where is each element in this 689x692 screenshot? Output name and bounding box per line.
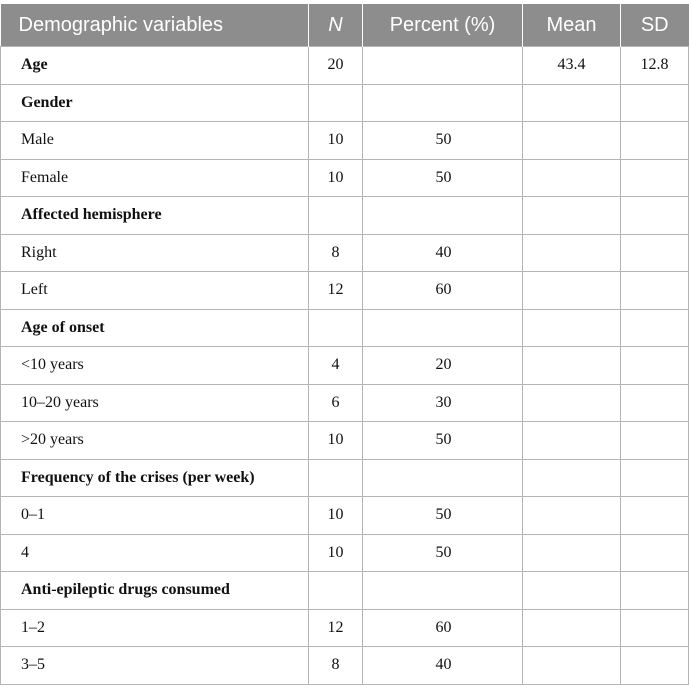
row-percent	[363, 572, 523, 610]
row-mean: 43.4	[523, 47, 621, 85]
table-row	[1, 47, 689, 85]
row-percent: 60	[363, 272, 523, 310]
table-row	[1, 572, 689, 610]
header-n	[309, 4, 363, 47]
table-row	[1, 84, 689, 122]
row-label: Age of onset	[1, 309, 309, 347]
table-row	[1, 534, 689, 572]
row-label: 1–2	[1, 609, 309, 647]
table-row	[1, 159, 689, 197]
row-n: 10	[309, 534, 363, 572]
row-sd	[621, 234, 689, 272]
row-n: 10	[309, 159, 363, 197]
row-label: Age	[1, 47, 309, 85]
row-label: Gender	[1, 84, 309, 122]
demographics-table	[0, 4, 689, 685]
table-row	[1, 459, 689, 497]
table-row	[1, 309, 689, 347]
row-percent	[363, 459, 523, 497]
row-label: Female	[1, 159, 309, 197]
row-mean	[523, 234, 621, 272]
row-label: 3–5	[1, 647, 309, 685]
header-sd: SD	[621, 4, 689, 47]
row-sd	[621, 159, 689, 197]
row-sd	[621, 534, 689, 572]
row-sd: 12.8	[621, 47, 689, 85]
row-mean	[523, 422, 621, 460]
row-mean	[523, 572, 621, 610]
row-percent	[363, 47, 523, 85]
row-n: 4	[309, 347, 363, 385]
row-n: 10	[309, 497, 363, 535]
row-sd	[621, 84, 689, 122]
row-mean	[523, 272, 621, 310]
row-n	[309, 197, 363, 235]
row-mean	[523, 122, 621, 160]
row-label: Anti-epileptic drugs consumed	[1, 572, 309, 610]
row-mean	[523, 384, 621, 422]
row-percent	[363, 197, 523, 235]
row-n	[309, 309, 363, 347]
row-mean	[523, 309, 621, 347]
row-mean	[523, 159, 621, 197]
header-mean: Mean	[523, 4, 621, 47]
row-percent: 40	[363, 647, 523, 685]
row-label: Left	[1, 272, 309, 310]
row-percent: 50	[363, 497, 523, 535]
row-label: >20 years	[1, 422, 309, 460]
row-mean	[523, 197, 621, 235]
table-header-row	[1, 4, 689, 47]
table-row	[1, 609, 689, 647]
row-n: 8	[309, 647, 363, 685]
row-label: 10–20 years	[1, 384, 309, 422]
row-mean	[523, 84, 621, 122]
row-n	[309, 459, 363, 497]
table-row	[1, 234, 689, 272]
header-percent: Percent (%)	[363, 4, 523, 47]
row-label: Affected hemisphere	[1, 197, 309, 235]
row-mean	[523, 647, 621, 685]
row-percent: 50	[363, 159, 523, 197]
row-percent: 60	[363, 609, 523, 647]
row-sd	[621, 647, 689, 685]
row-n: 12	[309, 609, 363, 647]
header-demographic-variables: Demographic variables	[1, 4, 309, 47]
row-mean	[523, 534, 621, 572]
row-sd	[621, 347, 689, 385]
table-row	[1, 384, 689, 422]
row-n: 10	[309, 422, 363, 460]
table-row	[1, 197, 689, 235]
row-label: Right	[1, 234, 309, 272]
table-row	[1, 422, 689, 460]
row-label: 4	[1, 534, 309, 572]
row-label: 0–1	[1, 497, 309, 535]
row-sd	[621, 572, 689, 610]
table-row	[1, 497, 689, 535]
row-n: 10	[309, 122, 363, 160]
row-sd	[621, 497, 689, 535]
row-mean	[523, 347, 621, 385]
row-n: 12	[309, 272, 363, 310]
row-sd	[621, 609, 689, 647]
row-mean	[523, 459, 621, 497]
row-sd	[621, 459, 689, 497]
row-sd	[621, 309, 689, 347]
row-label: <10 years	[1, 347, 309, 385]
row-sd	[621, 384, 689, 422]
row-sd	[621, 122, 689, 160]
table-row	[1, 122, 689, 160]
row-sd	[621, 422, 689, 460]
row-n: 20	[309, 47, 363, 85]
row-sd	[621, 197, 689, 235]
row-percent	[363, 84, 523, 122]
row-n	[309, 84, 363, 122]
row-mean	[523, 497, 621, 535]
row-percent: 20	[363, 347, 523, 385]
row-percent: 50	[363, 534, 523, 572]
row-n: 6	[309, 384, 363, 422]
table-row	[1, 272, 689, 310]
row-percent: 50	[363, 122, 523, 160]
row-n: 8	[309, 234, 363, 272]
row-label: Male	[1, 122, 309, 160]
row-percent	[363, 309, 523, 347]
row-label: Frequency of the crises (per week)	[1, 459, 309, 497]
row-percent: 40	[363, 234, 523, 272]
table-row	[1, 347, 689, 385]
row-n	[309, 572, 363, 610]
row-sd	[621, 272, 689, 310]
row-percent: 30	[363, 384, 523, 422]
row-percent: 50	[363, 422, 523, 460]
table-row	[1, 647, 689, 685]
header-n-label: N	[328, 13, 343, 36]
row-mean	[523, 609, 621, 647]
